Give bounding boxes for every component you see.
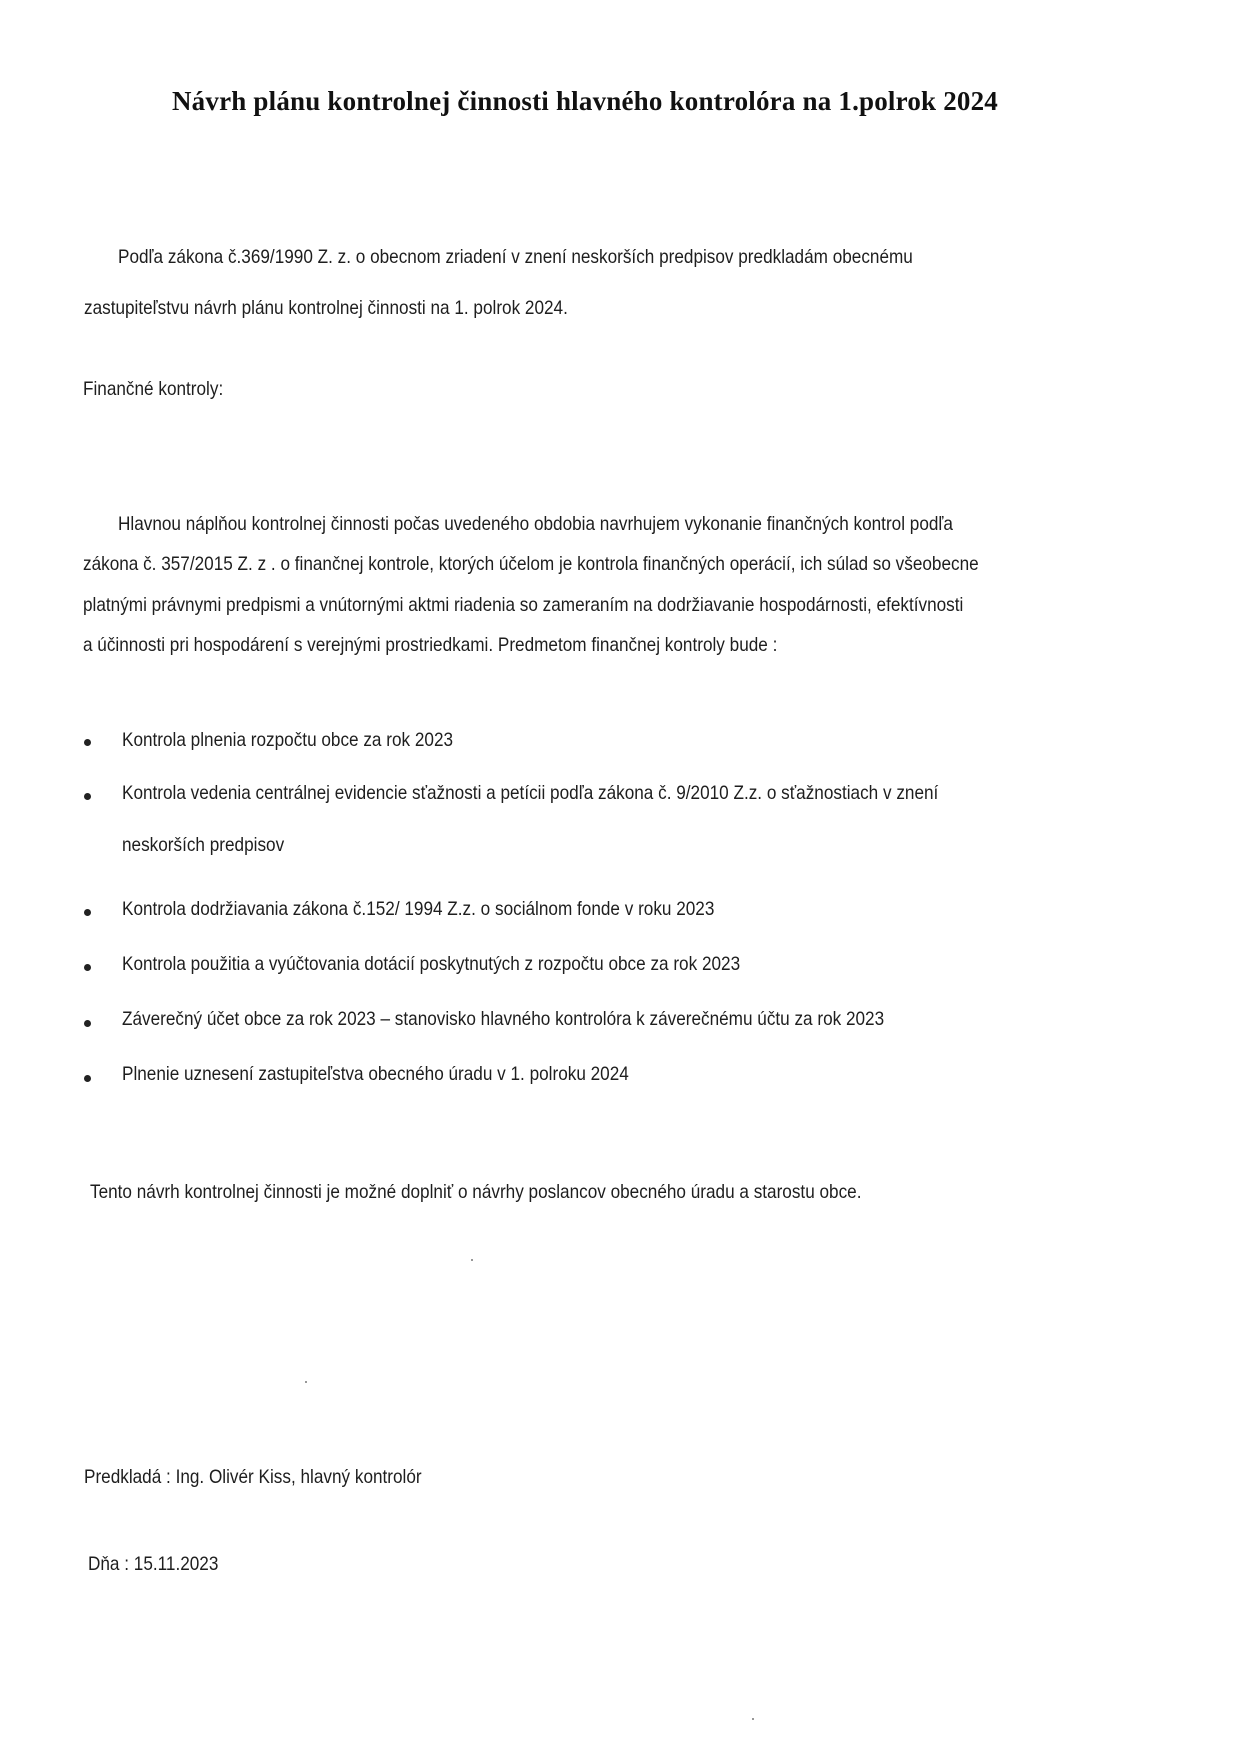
scan-speck [305, 1381, 307, 1383]
bullet-icon [84, 1020, 91, 1027]
list-item-text: Kontrola plnenia rozpočtu obce za rok 2023 [122, 729, 454, 751]
intro-line-2: zastupiteľstvu návrh plánu kontrolnej činnosti na 1. polrok 2024. [84, 297, 568, 319]
bullet-icon [84, 1075, 91, 1082]
bullet-icon [84, 739, 91, 746]
document-date: Dňa : 15.11.2023 [88, 1553, 219, 1575]
main-paragraph-line-4: a účinnosti pri hospodárení s verejnými prostriedkami. Predmetom finančnej kontroly bude : [83, 634, 778, 656]
list-item-text: Záverečný účet obce za rok 2023 – stanovisko hlavného kontrolóra k záverečnému účtu za rok 2023 [122, 1008, 885, 1030]
submitted-by: Predkladá : Ing. Olivér Kiss, hlavný kontrolór [84, 1466, 422, 1488]
scan-speck [471, 1259, 473, 1261]
bullet-icon [84, 909, 91, 916]
main-paragraph-line-1: Hlavnou náplňou kontrolnej činnosti počas uvedeného obdobia navrhujem vykonanie finančných kontrol podľa [118, 513, 953, 535]
list-item-continuation: neskorších predpisov [122, 834, 285, 856]
closing-sentence: Tento návrh kontrolnej činnosti je možné doplniť o návrhy poslancov obecného úradu a starostu obce. [90, 1181, 862, 1203]
intro-line-1: Podľa zákona č.369/1990 Z. z. o obecnom zriadení v znení neskorších predpisov predkladám obecnému [118, 246, 913, 268]
scan-speck [752, 1718, 754, 1720]
list-item-text: Kontrola vedenia centrálnej evidencie sťažnosti a petícii podľa zákona č. 9/2010 Z.z. o sťažnostiach v znení [122, 782, 939, 804]
list-item-text: Kontrola dodržiavania zákona č.152/ 1994 Z.z. o sociálnom fonde v roku 2023 [122, 898, 715, 920]
main-paragraph-line-2: zákona č. 357/2015 Z. z . o finančnej kontrole, ktorých účelom je kontrola finančných operácií, ich súlad so všeobecne [83, 553, 979, 575]
list-item-text: Plnenie uznesení zastupiteľstva obecného úradu v 1. polroku 2024 [122, 1063, 629, 1085]
bullet-icon [84, 793, 91, 800]
section-heading: Finančné kontroly: [83, 378, 224, 400]
main-paragraph-line-3: platnými právnymi predpismi a vnútornými aktmi riadenia so zameraním na dodržiavanie hospodárnosti, efektívnosti [83, 594, 964, 616]
list-item-text: Kontrola použitia a vyúčtovania dotácií poskytnutých z rozpočtu obce za rok 2023 [122, 953, 741, 975]
bullet-icon [84, 964, 91, 971]
document-title: Návrh plánu kontrolnej činnosti hlavného kontrolóra na 1.polrok 2024 [171, 86, 998, 116]
